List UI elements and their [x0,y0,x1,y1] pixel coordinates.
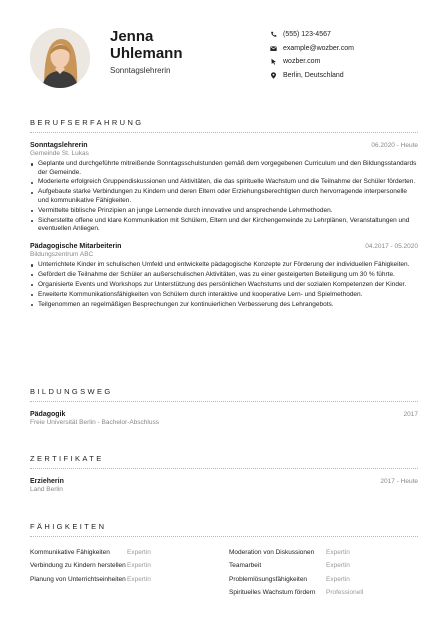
section-heading-certificates: ZERTIFIKATE [30,454,418,469]
job-bullet: Unterrichtete Kinder im schulischen Umfeld und entwickelte pädagogische Konzepte zur Förderung der individuellen Fähigkeiten. [30,261,418,270]
section-heading-experience: BERUFSERFAHRUNG [30,118,418,133]
skill-item [30,587,219,601]
contact-list [270,28,354,82]
skill-item [229,587,418,601]
degree-institution: Freie Universität Berlin - Bachelor-Abschluss [30,419,159,426]
website-text[interactable]: wozber.com [283,58,321,65]
skill-level: Expertin [326,575,350,583]
job-bullet: Moderierte erfolgreich Gruppendiskussionen und Aktivitäten, die das spirituelle Wachstum und die Teilnahme der Schüler förderten. [30,178,418,187]
section-heading-education: BILDUNGSWEG [30,387,418,402]
job-bullet: Sicherstellte offene und klare Kommunikation mit Schülern, Eltern und der Kirchengemeinde zu Lehrplänen, Veranstaltungen und eventuellen Anliegen. [30,217,418,234]
job-bullet: Geplante und durchgeführte mitreißende Sonntagsschulstunden gemäß dem vorgegebenen Curriculum und den Bildungsstandards der Gemeinde. [30,160,418,177]
skills-grid [30,546,418,600]
email-text[interactable]: example@wozber.com [283,44,354,52]
certificates-section [30,454,418,496]
job-date: 06.2020 - Heute [371,142,418,149]
contact-location [270,69,354,82]
skill-item [30,546,219,560]
skill-name: Kommunikative Fähigkeiten [30,548,110,556]
contact-phone [270,28,354,41]
skill-level: Expertin [127,548,151,556]
skill-name: Planung von Unterrichtseinheiten [30,575,126,583]
candidate-title: Sonntagslehrerin [110,66,171,75]
mail-icon [270,45,277,52]
job-bullet: Organisierte Events und Workshops zur Unterstützung des persönlichen Wachstums und der sozialen Kompetenzen der Kinder. [30,281,418,290]
skill-name: Teamarbeit [229,562,262,570]
skill-name: Spirituelles Wachstum fördern [229,589,316,597]
job-bullets [30,160,418,234]
candidate-last-name: Uhlemann [110,45,183,62]
job-bullet: Erweiterte Kommunikationsfähigkeiten von Schülern durch interaktive und kooperative Lern- und Spielmethoden. [30,291,418,300]
experience-section [30,118,418,316]
degree-date: 2017 [403,411,418,418]
education-section [30,387,418,429]
certificate-issuer: Land Berlin [30,486,63,493]
location-text: Berlin, Deutschland [283,71,344,79]
skill-item [229,546,418,560]
skill-level: Professionell [326,589,364,597]
section-heading-skills: FÄHIGKEITEN [30,522,418,537]
skill-level: Expertin [127,562,151,570]
skill-item [30,573,219,587]
job-title: Sonntagslehrerin [30,142,88,149]
job-bullet: Gefördert die Teilnahme der Schüler an außerschulischen Aktivitäten, was zu einer gesteigerten Beteiligung um 30 % führte. [30,271,418,280]
avatar [30,28,90,88]
certificate-title: Erzieherin [30,478,64,485]
cursor-icon [270,58,277,65]
job-bullets [30,261,418,309]
job-bullet: Vermittelte biblische Prinzipien an junge Lernende durch innovative und ansprechende Lehrmethoden. [30,207,418,216]
resume-header [30,0,418,110]
job-entry [30,243,418,309]
candidate-name [110,28,183,62]
skill-level: Expertin [127,575,151,583]
skills-section [30,522,418,600]
job-date: 04.2017 - 05.2020 [365,242,418,250]
contact-email[interactable] [270,42,354,55]
job-entry [30,142,418,234]
candidate-first-name: Jenna [110,28,154,45]
job-title: Pädagogische Mitarbeiterin [30,242,122,250]
certificate-date: 2017 - Heute [380,478,418,485]
skill-item [229,573,418,587]
skill-item [30,560,219,574]
contact-website[interactable] [270,55,354,68]
degree-title: Pädagogik [30,411,66,418]
job-organization: Gemeinde St. Lukas [30,150,89,157]
skill-name: Verbindung zu Kindern herstellen [30,562,126,570]
skill-name: Moderation von Diskussionen [229,548,315,556]
skill-item [229,560,418,574]
job-organization: Bildungszentrum ABC [30,250,94,258]
phone-text: (555) 123-4567 [283,31,331,38]
skill-level: Expertin [326,562,350,570]
skill-level: Expertin [326,548,350,556]
phone-icon [270,31,277,38]
job-bullet: Teilgenommen an regelmäßigen Besprechungen zur kontinuierlichen Verbesserung des Lehrangebots. [30,301,418,310]
skill-name: Problemlösungsfähigkeiten [229,575,308,583]
job-bullet: Aufgebaute starke Verbindungen zu Kindern und deren Eltern oder Erziehungsberechtigten durch hervorragende interpersonelle und kommunikative Fähigkeiten. [30,188,418,205]
location-pin-icon [270,72,277,79]
